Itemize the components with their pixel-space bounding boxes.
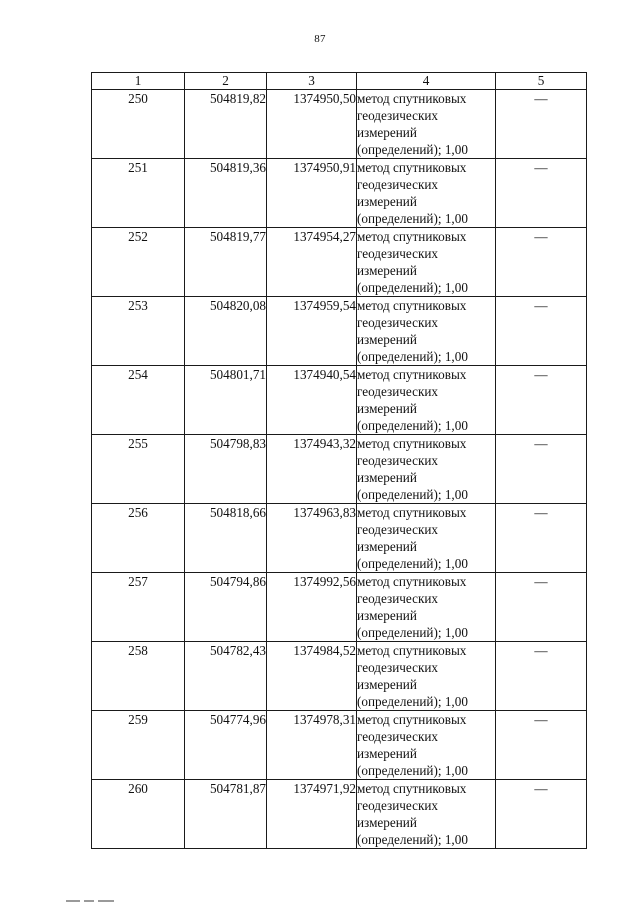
y-coordinate-cell: 1374950,50 [267, 90, 357, 159]
table-row [92, 642, 587, 711]
method-line: геодезических [357, 384, 439, 399]
point-number-cell: 251 [92, 159, 185, 228]
method-line: метод спутниковых [357, 298, 467, 313]
method-line: метод спутниковых [357, 160, 467, 175]
method-line: (определений); 1,00 [357, 142, 468, 157]
table-row [92, 159, 587, 228]
method-line: измерений [357, 332, 417, 347]
point-number-cell: 259 [92, 711, 185, 780]
point-number-cell: 253 [92, 297, 185, 366]
method-line: (определений); 1,00 [357, 832, 468, 847]
method-line: (определений); 1,00 [357, 487, 468, 502]
table-row [92, 90, 587, 159]
method-line: метод спутниковых [357, 574, 467, 589]
method-line: метод спутниковых [357, 367, 467, 382]
y-coordinate-cell: 1374984,52 [267, 642, 357, 711]
method-line: геодезических [357, 798, 439, 813]
table-body [92, 90, 587, 849]
point-number-cell: 254 [92, 366, 185, 435]
method-accuracy-cell [357, 780, 496, 849]
point-number-cell: 260 [92, 780, 185, 849]
method-line: измерений [357, 470, 417, 485]
x-coordinate-cell: 504819,36 [185, 159, 267, 228]
x-coordinate-cell: 504818,66 [185, 504, 267, 573]
method-line: геодезических [357, 246, 439, 261]
method-line: измерений [357, 194, 417, 209]
column-header-3: 3 [267, 73, 357, 90]
x-coordinate-cell: 504819,77 [185, 228, 267, 297]
method-line: геодезических [357, 177, 439, 192]
point-number-cell: 256 [92, 504, 185, 573]
method-line: геодезических [357, 315, 439, 330]
method-accuracy-cell [357, 573, 496, 642]
column-header-1: 1 [92, 73, 185, 90]
method-line: геодезических [357, 453, 439, 468]
description-cell: — [496, 228, 587, 297]
y-coordinate-cell: 1374954,27 [267, 228, 357, 297]
y-coordinate-cell: 1374992,56 [267, 573, 357, 642]
x-coordinate-cell: 504781,87 [185, 780, 267, 849]
column-header-2: 2 [185, 73, 267, 90]
point-number-cell: 252 [92, 228, 185, 297]
method-line: измерений [357, 677, 417, 692]
method-accuracy-cell [357, 90, 496, 159]
x-coordinate-cell: 504782,43 [185, 642, 267, 711]
table-row [92, 573, 587, 642]
description-cell: — [496, 642, 587, 711]
y-coordinate-cell: 1374943,32 [267, 435, 357, 504]
table-row [92, 711, 587, 780]
method-line: (определений); 1,00 [357, 694, 468, 709]
x-coordinate-cell: 504801,71 [185, 366, 267, 435]
method-line: измерений [357, 539, 417, 554]
method-line: геодезических [357, 522, 439, 537]
x-coordinate-cell: 504774,96 [185, 711, 267, 780]
scan-footer-mark [66, 894, 126, 905]
y-coordinate-cell: 1374978,31 [267, 711, 357, 780]
table-row [92, 228, 587, 297]
description-cell: — [496, 711, 587, 780]
method-accuracy-cell [357, 642, 496, 711]
method-line: геодезических [357, 729, 439, 744]
y-coordinate-cell: 1374940,54 [267, 366, 357, 435]
point-number-cell: 250 [92, 90, 185, 159]
method-line: измерений [357, 746, 417, 761]
method-line: (определений); 1,00 [357, 349, 468, 364]
method-line: измерений [357, 125, 417, 140]
method-line: геодезических [357, 108, 439, 123]
description-cell: — [496, 780, 587, 849]
method-line: измерений [357, 263, 417, 278]
method-line: метод спутниковых [357, 91, 467, 106]
x-coordinate-cell: 504798,83 [185, 435, 267, 504]
x-coordinate-cell: 504794,86 [185, 573, 267, 642]
method-line: геодезических [357, 660, 439, 675]
page-number: 87 [314, 33, 326, 45]
method-line: метод спутниковых [357, 643, 467, 658]
method-line: (определений); 1,00 [357, 211, 468, 226]
table-row [92, 435, 587, 504]
table-header [92, 73, 587, 90]
description-cell: — [496, 504, 587, 573]
point-number-cell: 255 [92, 435, 185, 504]
y-coordinate-cell: 1374959,54 [267, 297, 357, 366]
method-line: метод спутниковых [357, 436, 467, 451]
method-line: метод спутниковых [357, 505, 467, 520]
method-line: геодезических [357, 591, 439, 606]
table-row [92, 366, 587, 435]
table-row [92, 504, 587, 573]
method-line: метод спутниковых [357, 712, 467, 727]
header-row [92, 73, 587, 90]
method-accuracy-cell [357, 228, 496, 297]
point-number-cell: 258 [92, 642, 185, 711]
method-line: (определений); 1,00 [357, 763, 468, 778]
method-line: измерений [357, 608, 417, 623]
method-accuracy-cell [357, 297, 496, 366]
table-row [92, 780, 587, 849]
description-cell: — [496, 573, 587, 642]
description-cell: — [496, 90, 587, 159]
method-line: (определений); 1,00 [357, 280, 468, 295]
method-line: метод спутниковых [357, 229, 467, 244]
column-header-5: 5 [496, 73, 587, 90]
description-cell: — [496, 435, 587, 504]
coordinates-table [91, 72, 587, 849]
method-line: метод спутниковых [357, 781, 467, 796]
description-cell: — [496, 366, 587, 435]
method-line: (определений); 1,00 [357, 556, 468, 571]
description-cell: — [496, 297, 587, 366]
column-header-4: 4 [357, 73, 496, 90]
method-accuracy-cell [357, 711, 496, 780]
description-cell: — [496, 159, 587, 228]
method-accuracy-cell [357, 435, 496, 504]
y-coordinate-cell: 1374971,92 [267, 780, 357, 849]
x-coordinate-cell: 504819,82 [185, 90, 267, 159]
method-accuracy-cell [357, 366, 496, 435]
method-accuracy-cell [357, 159, 496, 228]
method-line: (определений); 1,00 [357, 418, 468, 433]
x-coordinate-cell: 504820,08 [185, 297, 267, 366]
method-line: измерений [357, 401, 417, 416]
method-line: (определений); 1,00 [357, 625, 468, 640]
y-coordinate-cell: 1374963,83 [267, 504, 357, 573]
method-line: измерений [357, 815, 417, 830]
method-accuracy-cell [357, 504, 496, 573]
y-coordinate-cell: 1374950,91 [267, 159, 357, 228]
table-row [92, 297, 587, 366]
point-number-cell: 257 [92, 573, 185, 642]
